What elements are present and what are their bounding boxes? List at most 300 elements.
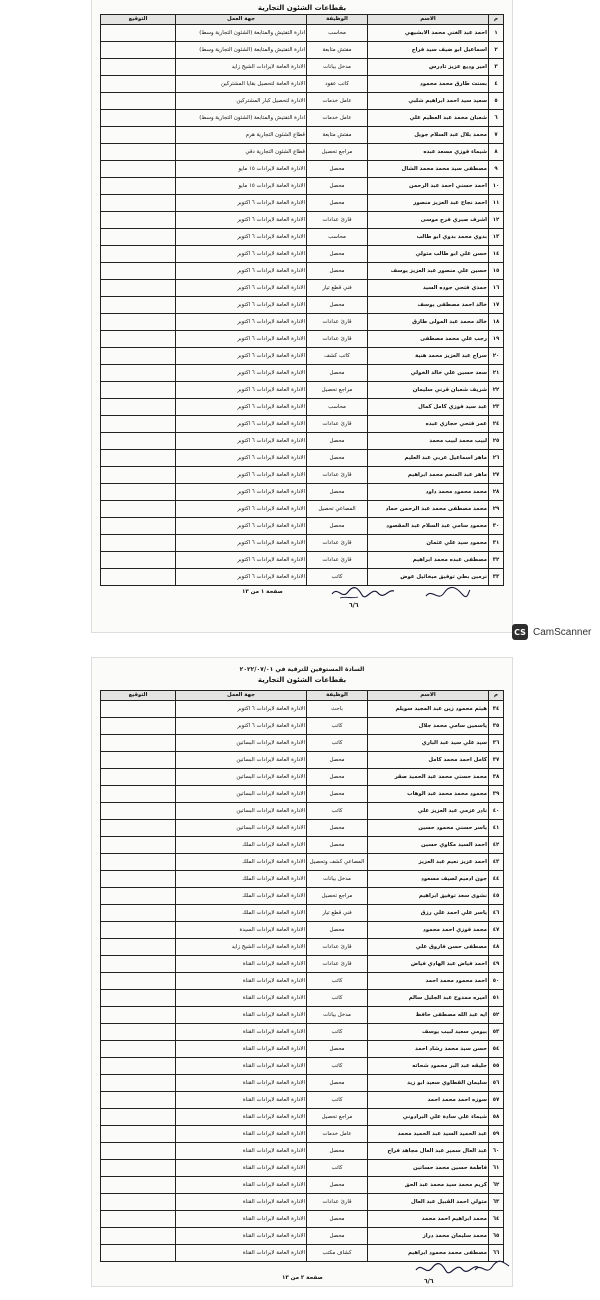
page-heading: السادة المستوفين للترقية في ٢٠٢٢/٠٧/٠١	[239, 666, 365, 673]
signature-cell	[101, 433, 176, 450]
row-number: ٢٦	[489, 450, 504, 467]
employee-name: سعد حسين علي خالد الخولي	[368, 365, 489, 382]
table-row	[101, 110, 504, 127]
row-number: ٢١	[489, 365, 504, 382]
work-department: الادارة العامة لايرادات الشيخ زايد	[176, 939, 307, 956]
job-title: محصل	[307, 786, 368, 803]
job-title: المصاعي كشف وتحصيل	[307, 854, 368, 871]
signature-cell	[101, 888, 176, 905]
work-department: الادارة العامة لايرادات ٦ اكتوبر	[176, 365, 307, 382]
signature-cell	[101, 837, 176, 854]
row-number: ٦٤	[489, 1211, 504, 1228]
row-number: ٥٧	[489, 1092, 504, 1109]
signature-cell	[101, 280, 176, 297]
table-row	[101, 1126, 504, 1143]
job-title: كاتب	[307, 718, 368, 735]
stamp-signature	[472, 1258, 512, 1280]
signature-cell	[101, 263, 176, 280]
employee-name: مصطفى سيد محمد محمد الشال	[368, 161, 489, 178]
signature-cell	[101, 484, 176, 501]
employee-name: خالد احمد مصطفى يوسف	[368, 297, 489, 314]
job-title: محصل	[307, 297, 368, 314]
table-row	[101, 871, 504, 888]
job-title: كاتب	[307, 973, 368, 990]
work-department: الادارة العامة لايرادات القناة	[176, 1194, 307, 1211]
row-number: ٢٩	[489, 501, 504, 518]
job-title: محصل	[307, 1143, 368, 1160]
work-department: الادارة العامة لايرادات ٦ اكتوبر	[176, 416, 307, 433]
job-title: محصل	[307, 195, 368, 212]
row-number: ٦٣	[489, 1194, 504, 1211]
employee-name: احمد محمود محمد احمد	[368, 973, 489, 990]
job-title: قارئ عدادات	[307, 212, 368, 229]
row-number: ٤٧	[489, 922, 504, 939]
table-row	[101, 905, 504, 922]
page-title: بقطاعات الشئون التجارية	[257, 676, 347, 684]
row-number: ٤٣	[489, 854, 504, 871]
work-department: الادارة العامة لايرادات ٦ اكتوبر	[176, 467, 307, 484]
employee-name: سوزه احمد محمد احمد	[368, 1092, 489, 1109]
job-title: قارئ عدادات	[307, 939, 368, 956]
job-title: مدخل بيانات	[307, 59, 368, 76]
row-number: ٦	[489, 110, 504, 127]
table-row	[101, 939, 504, 956]
employee-name: ماهر عبد المنعم محمد ابراهيم	[368, 467, 489, 484]
row-number: ٣٠	[489, 518, 504, 535]
employee-name: احمد حسني احمد عبد الرحمن	[368, 178, 489, 195]
row-number: ٦٥	[489, 1228, 504, 1245]
employee-name: محمود سامي عبد السلام عبد المقصود	[368, 518, 489, 535]
row-number: ٣٩	[489, 786, 504, 803]
job-title: مراجع تحصيل	[307, 382, 368, 399]
job-title: كاتب	[307, 990, 368, 1007]
work-department: الادارة العامة لايرادات البساتين	[176, 820, 307, 837]
table-row	[101, 1007, 504, 1024]
signature-cell	[101, 59, 176, 76]
signature-date: ٦/٦	[349, 602, 359, 609]
employee-name: محمد ابراهيم احمد محمد	[368, 1211, 489, 1228]
work-department: الادارة العامة لايرادات ٦ اكتوبر	[176, 331, 307, 348]
signature-cell	[101, 1058, 176, 1075]
table-row	[101, 956, 504, 973]
employee-name: محمد مصطفى محمد عبد الرحمن حماد	[368, 501, 489, 518]
employee-name: بسنت طارق محمد محمود	[368, 76, 489, 93]
row-number: ٩	[489, 161, 504, 178]
row-number: ٦٠	[489, 1143, 504, 1160]
row-number: ٤	[489, 76, 504, 93]
table-row	[101, 569, 504, 586]
job-title: كشاف مكتب	[307, 1245, 368, 1262]
employee-name: ماهر اسماعيل عربي عبد العليم	[368, 450, 489, 467]
work-department: الادارة العامة لايرادات القناة	[176, 1126, 307, 1143]
employee-name: لبيب محمد لبيب محمد	[368, 433, 489, 450]
job-title: محصل	[307, 752, 368, 769]
employee-name: محمود محمد محمد عبد الوهاب	[368, 786, 489, 803]
table-row	[101, 718, 504, 735]
table-row	[101, 1024, 504, 1041]
table-row	[101, 973, 504, 990]
table-row	[101, 837, 504, 854]
work-department: الادارة العامة لايرادات القناة	[176, 1007, 307, 1024]
work-department: الادارة العامة لايرادات البساتين	[176, 735, 307, 752]
table-row	[101, 769, 504, 786]
row-number: ٥١	[489, 990, 504, 1007]
signature-cell	[101, 718, 176, 735]
table-row	[101, 1211, 504, 1228]
signature-cell	[101, 1109, 176, 1126]
employee-name: احمد السيد مكاوي حسين	[368, 837, 489, 854]
job-title: محصل	[307, 263, 368, 280]
table-row	[101, 161, 504, 178]
row-number: ٢٧	[489, 467, 504, 484]
row-number: ١٧	[489, 297, 504, 314]
row-number: ٥٨	[489, 1109, 504, 1126]
row-number: ٢٨	[489, 484, 504, 501]
row-number: ٥٤	[489, 1041, 504, 1058]
job-title: محصل	[307, 1211, 368, 1228]
employee-name: كريم محمد سيد محمد عبد الحق	[368, 1177, 489, 1194]
table-row	[101, 1228, 504, 1245]
signature-cell	[101, 331, 176, 348]
row-number: ١٠	[489, 178, 504, 195]
job-title: محصل	[307, 820, 368, 837]
signature-cell	[101, 1143, 176, 1160]
employee-name: رجب علي محمد مصطفى	[368, 331, 489, 348]
employee-name: خالد محمد عبد المولى طارق	[368, 314, 489, 331]
signature-cell	[101, 144, 176, 161]
employee-name: اسماعيل ابو ضيف سيد فراج	[368, 42, 489, 59]
handwritten-signature	[328, 584, 398, 606]
job-title: المصاعي تحصيل	[307, 501, 368, 518]
table-row	[101, 93, 504, 110]
employee-name: ياسر حسني محمود حسين	[368, 820, 489, 837]
employee-name: هيثم محمود زين عبد المجيد سويلم	[368, 701, 489, 718]
table-row	[101, 42, 504, 59]
signature-cell	[101, 922, 176, 939]
signature-date: ٦/٦	[424, 1278, 434, 1285]
row-number: ٥٩	[489, 1126, 504, 1143]
employee-name: فاطمة حسين محمد حسانين	[368, 1160, 489, 1177]
table-row	[101, 854, 504, 871]
signature-cell	[101, 735, 176, 752]
signature-cell	[101, 1160, 176, 1177]
signature-cell	[101, 990, 176, 1007]
table-row	[101, 888, 504, 905]
row-number: ١٦	[489, 280, 504, 297]
camscanner-logo-icon: CS	[512, 624, 528, 640]
job-title: قارئ عدادات	[307, 331, 368, 348]
work-department: الادارة العامة لايرادات القناة	[176, 1228, 307, 1245]
table-row	[101, 450, 504, 467]
employee-name: شيماء فوزي مسعد عبده	[368, 144, 489, 161]
work-department: ادارة التفتيش والمتابعة (الشئون التجارية وسط)	[176, 110, 307, 127]
work-department: الادارة العامة لايرادات ٦ اكتوبر	[176, 280, 307, 297]
employee-name: مصطفى حسن فاروق علي	[368, 939, 489, 956]
signature-cell	[101, 871, 176, 888]
work-department: قطاع الشئون التجارية هرم	[176, 127, 307, 144]
employee-name: حسن علي ابو طالب متولي	[368, 246, 489, 263]
job-title: قارئ عدادات	[307, 552, 368, 569]
employee-name: اميره ممدوح عبد الجليل سالم	[368, 990, 489, 1007]
job-title: كاتب	[307, 1092, 368, 1109]
work-department: الادارة العامة لايرادات ٦ اكتوبر	[176, 552, 307, 569]
row-number: ٤٢	[489, 837, 504, 854]
header-name: الاسم	[368, 691, 489, 701]
employee-name: عمر فتحي حجازي عبده	[368, 416, 489, 433]
employee-name: امير وديع عزيز تادرس	[368, 59, 489, 76]
work-department: الادارة لتحصيل كبار المشتركين	[176, 93, 307, 110]
employee-name: بدوي محمد بدوي ابو طالب	[368, 229, 489, 246]
table-row	[101, 1245, 504, 1262]
header-sign: التوقيع	[101, 691, 176, 701]
employee-name: محمد فوزي احمد محمود	[368, 922, 489, 939]
table-row	[101, 331, 504, 348]
table-row	[101, 365, 504, 382]
row-number: ٤٥	[489, 888, 504, 905]
job-title: كاتب	[307, 1160, 368, 1177]
signature-cell	[101, 1228, 176, 1245]
work-department: الادارة العامة لايرادات ٦ اكتوبر	[176, 297, 307, 314]
job-title: كاتب كشف	[307, 348, 368, 365]
signature-cell	[101, 229, 176, 246]
job-title: محصل	[307, 1075, 368, 1092]
table-row	[101, 786, 504, 803]
signature-cell	[101, 752, 176, 769]
job-title: قارئ عدادات	[307, 535, 368, 552]
work-department: الادارة العامة لايرادات الملك	[176, 871, 307, 888]
work-department: الادارة العامة لايرادات ٦ اكتوبر	[176, 246, 307, 263]
signature-cell	[101, 161, 176, 178]
signature-cell	[101, 450, 176, 467]
row-number: ٤٩	[489, 956, 504, 973]
table-row	[101, 1041, 504, 1058]
job-title: محصل	[307, 837, 368, 854]
table-row	[101, 25, 504, 42]
row-number: ٣٥	[489, 718, 504, 735]
employee-name: سليمان القطاوي سعيد ابو زيد	[368, 1075, 489, 1092]
employee-name: شيماء علي سادة علي البرادوني	[368, 1109, 489, 1126]
table-row	[101, 518, 504, 535]
signature-cell	[101, 297, 176, 314]
employee-table-page-2	[100, 690, 504, 1262]
job-title: كاتب عقود	[307, 76, 368, 93]
row-number: ١٣	[489, 229, 504, 246]
row-number: ٢٢	[489, 382, 504, 399]
employee-name: عبد العال سمير عبد العال مجاهد فراج	[368, 1143, 489, 1160]
employee-name: سعيد سيد احمد ابراهيم شلبي	[368, 93, 489, 110]
work-department: الادارة العامة لايرادات القناة	[176, 1058, 307, 1075]
work-department: الادارة العامة لايرادات البساتين	[176, 803, 307, 820]
table-row	[101, 297, 504, 314]
job-title: مدخل بيانات	[307, 871, 368, 888]
work-department: الادارة العامة لايرادات البساتين	[176, 769, 307, 786]
table-row	[101, 144, 504, 161]
table-row	[101, 701, 504, 718]
employee-name: احمد عزيز نعيم عبد العزيز	[368, 854, 489, 871]
employee-name: نادر عزمي عبد العزيز علي	[368, 803, 489, 820]
signature-cell	[101, 1041, 176, 1058]
signature-cell	[101, 1177, 176, 1194]
job-title: محصل	[307, 1228, 368, 1245]
employee-name: سيد علي سيد عبد الباري	[368, 735, 489, 752]
work-department: الادارة العامة لايرادات ٦ اكتوبر	[176, 501, 307, 518]
row-number: ٦١	[489, 1160, 504, 1177]
work-department: ادارة التفتيش والمتابعة (الشئون التجارية وسط)	[176, 25, 307, 42]
table-row	[101, 467, 504, 484]
signature-cell	[101, 76, 176, 93]
header-no: م	[489, 15, 504, 25]
job-title: مراجع تحصيل	[307, 888, 368, 905]
job-title: محصل	[307, 922, 368, 939]
work-department: الادارة العامة لايرادات ٦ اكتوبر	[176, 348, 307, 365]
row-number: ٤٨	[489, 939, 504, 956]
work-department: قطاع الشئون التجارية دقي	[176, 144, 307, 161]
table-row	[101, 820, 504, 837]
work-department: الادارة العامة لايرادات القناة	[176, 990, 307, 1007]
employee-name: عبد الحميد السيد عبد الحميد محمد	[368, 1126, 489, 1143]
signature-cell	[101, 25, 176, 42]
table-row	[101, 535, 504, 552]
work-department: الادارة العامة لتحصيل بقايا المشتركين	[176, 76, 307, 93]
row-number: ٤٤	[489, 871, 504, 888]
row-number: ٦٢	[489, 1177, 504, 1194]
signature-cell	[101, 1007, 176, 1024]
job-title: باحث	[307, 701, 368, 718]
employee-name: ياسمين سامي محمد جلال	[368, 718, 489, 735]
work-department: الادارة العامة لايرادات القناة	[176, 1143, 307, 1160]
row-number: ٥٢	[489, 1007, 504, 1024]
employee-name: احمد نجاح عبد العزيز منصور	[368, 195, 489, 212]
signature-cell	[101, 956, 176, 973]
table-row	[101, 195, 504, 212]
table-row	[101, 212, 504, 229]
job-title: مدخل بيانات	[307, 1007, 368, 1024]
table-row	[101, 990, 504, 1007]
employee-name: نرمين بطي توفيق ميخائيل عوض	[368, 569, 489, 586]
work-department: الادارة العامة لايرادات الملك	[176, 854, 307, 871]
table-row	[101, 59, 504, 76]
job-title: محصل	[307, 161, 368, 178]
signature-cell	[101, 569, 176, 586]
signature-cell	[101, 939, 176, 956]
job-title: محصل	[307, 1041, 368, 1058]
job-title: قارئ عدادات	[307, 956, 368, 973]
signature-cell	[101, 501, 176, 518]
job-title: قارئ عدادات	[307, 416, 368, 433]
employee-name: مصطفى عبده محمد ابراهيم	[368, 552, 489, 569]
row-number: ٢٤	[489, 416, 504, 433]
job-title: كاتب	[307, 803, 368, 820]
table-row	[101, 1177, 504, 1194]
job-title: عامل خدمات	[307, 110, 368, 127]
job-title: محصل	[307, 178, 368, 195]
signature-cell	[101, 769, 176, 786]
work-department: الادارة العامة لايرادات ١٥ مايو	[176, 161, 307, 178]
table-row	[101, 229, 504, 246]
job-title: مفتش متابعة	[307, 127, 368, 144]
row-number: ٤١	[489, 820, 504, 837]
employee-name: جون ادميم لصيف مسعود	[368, 871, 489, 888]
work-department: الادارة العامة لايرادات ٦ اكتوبر	[176, 718, 307, 735]
page-footer: صفحة ٢ من ١٣	[282, 1275, 323, 1281]
table-row	[101, 1194, 504, 1211]
work-department: الادارة العامة لايرادات ٦ اكتوبر	[176, 484, 307, 501]
employee-name: محمد محمود محمد داود	[368, 484, 489, 501]
stamp-signature	[422, 584, 472, 606]
work-department: الادارة العامة لايرادات ٦ اكتوبر	[176, 229, 307, 246]
row-number: ٣	[489, 59, 504, 76]
signature-cell	[101, 127, 176, 144]
row-number: ٢٣	[489, 399, 504, 416]
row-number: ١٩	[489, 331, 504, 348]
row-number: ٢٠	[489, 348, 504, 365]
work-department: الادارة العامة لايرادات ٦ اكتوبر	[176, 399, 307, 416]
document-page-1	[92, 0, 512, 632]
row-number: ٥٣	[489, 1024, 504, 1041]
signature-cell	[101, 195, 176, 212]
row-number: ٣١	[489, 535, 504, 552]
work-department: الادارة العامة لايرادات القناة	[176, 973, 307, 990]
work-department: الادارة العامة لايرادات ٦ اكتوبر	[176, 212, 307, 229]
job-title: قارئ عدادات	[307, 467, 368, 484]
row-number: ١١	[489, 195, 504, 212]
job-title: محاسب	[307, 229, 368, 246]
signature-cell	[101, 314, 176, 331]
job-title: قارئ عدادات	[307, 1194, 368, 1211]
table-row	[101, 735, 504, 752]
signature-cell	[101, 552, 176, 569]
employee-name: عبد سيد فوزي كامل كمال	[368, 399, 489, 416]
row-number: ٣٣	[489, 569, 504, 586]
signature-cell	[101, 212, 176, 229]
employee-name: محمد سليمان محمد دراز	[368, 1228, 489, 1245]
signature-cell	[101, 1092, 176, 1109]
table-row	[101, 76, 504, 93]
employee-name: سراج عبد العزيز محمد هنية	[368, 348, 489, 365]
employee-name: شعبان محمد عبد العظيم علي	[368, 110, 489, 127]
page-footer: صفحة ١ من ١٣	[242, 589, 283, 595]
table-row	[101, 416, 504, 433]
table-row	[101, 1109, 504, 1126]
header-sign: التوقيع	[101, 15, 176, 25]
signature-cell	[101, 1024, 176, 1041]
signature-cell	[101, 42, 176, 59]
job-title: كاتب	[307, 1058, 368, 1075]
work-department: الادارة العامة لايرادات القناة	[176, 1211, 307, 1228]
header-job: الوظيفة	[307, 691, 368, 701]
job-title: عامل خدمات	[307, 1126, 368, 1143]
table-row	[101, 127, 504, 144]
job-title: محصل	[307, 433, 368, 450]
employee-name: اشرف صبري فرج موسى	[368, 212, 489, 229]
work-department: الادارة العامة لايرادات ٦ اكتوبر	[176, 518, 307, 535]
table-row	[101, 1092, 504, 1109]
table-row	[101, 382, 504, 399]
employee-name: احمد عبد الغني محمد الابشيهي	[368, 25, 489, 42]
job-title: محصل	[307, 450, 368, 467]
row-number: ٣٨	[489, 769, 504, 786]
row-number: ١٢	[489, 212, 504, 229]
camscanner-watermark	[512, 624, 591, 640]
employee-name: حسين علي منصور عبد العزيز يوسف	[368, 263, 489, 280]
job-title: محصل	[307, 484, 368, 501]
work-department: الادارة العامة لايرادات ٦ اكتوبر	[176, 569, 307, 586]
job-title: محاسب	[307, 399, 368, 416]
signature-cell	[101, 416, 176, 433]
row-number: ٤٦	[489, 905, 504, 922]
row-number: ١	[489, 25, 504, 42]
table-row	[101, 280, 504, 297]
